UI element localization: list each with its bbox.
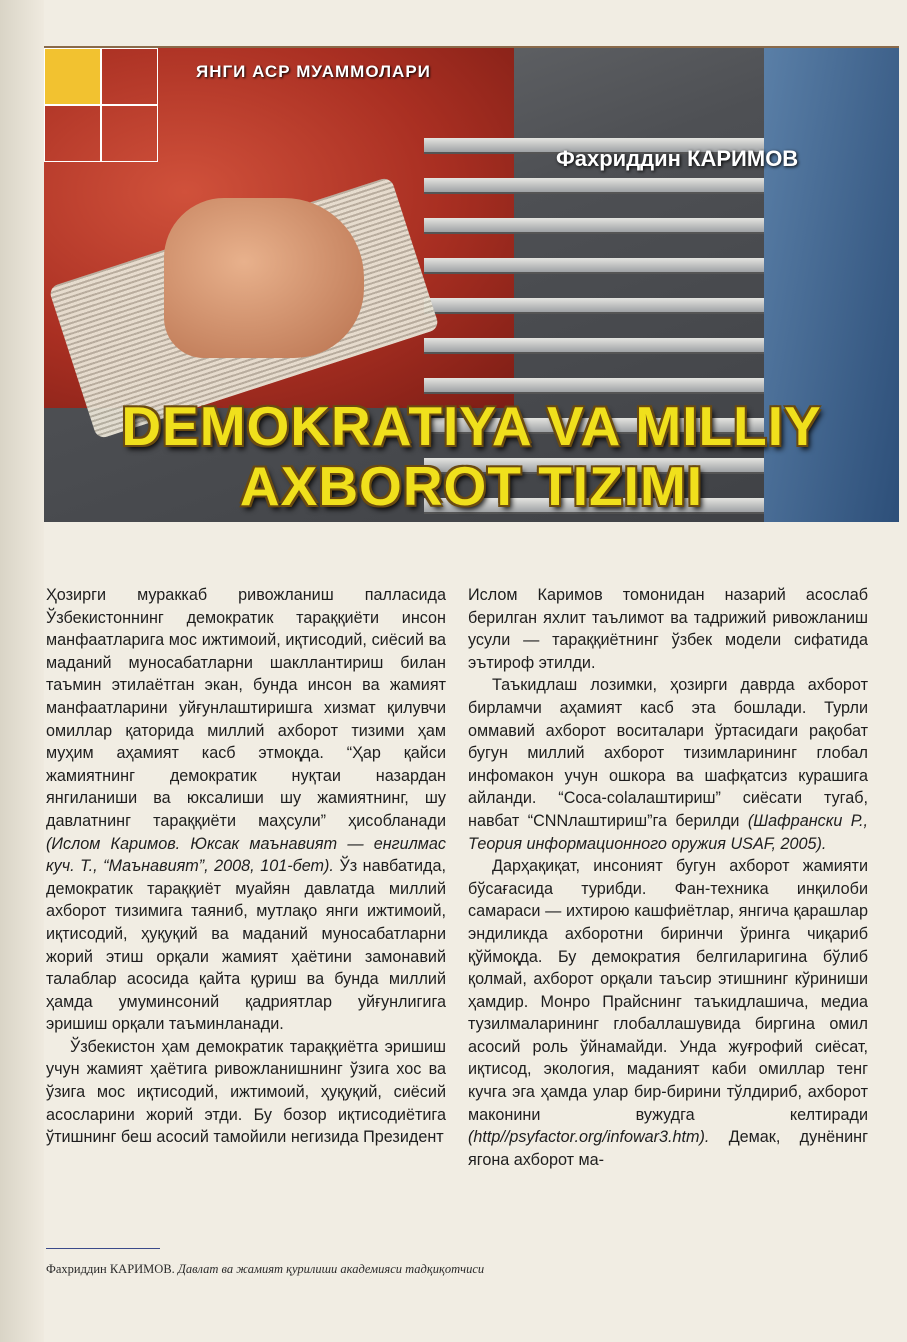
footnote xyxy=(46,1262,866,1277)
title-line-2: AXBOROT TIZIMI xyxy=(239,455,704,517)
title-line-1: DEMOKRATIYA VA MILLIY xyxy=(121,395,822,457)
article-title xyxy=(44,396,899,516)
citation: (http//psyfactor.org/infowar3.htm). xyxy=(468,1128,710,1147)
left-column xyxy=(46,584,446,1149)
footnote-rule xyxy=(46,1248,160,1249)
paragraph: Дарҳақиқат, инсоният бугун ахборот жамияти бўсағасида турибди. Фан-техника инқилоби самараси — ихтирою кашфиётлар, янгича қарашлар эндиликда ахборотни биринчи ўринга чиқариб қўймоқда. Бу демократия белгиларигина бўлиб қолмай, ахборот орқали таъсир этишнинг кўриниши ҳамдир. Монро Прайснинг таъкидлашича, медиа тузилмаларининг глобаллашувида биргина омил асосий роль ўйнамайди. Унда жуғрофий сиёсат, иқтисод, экология, маданият каби омиллар тенг кучга эга ҳамда улар бир-бирини тўлдириб, ахборот маконини вужудга келтиради (http//psyfactor.org/infowar3.htm). Демак, дунёнинг ягона ахборот ма- xyxy=(468,857,868,1169)
paragraph: Ўзбекистон ҳам демократик тараққиётга эришиш учун жамият ҳаётига ривожланишнинг ўзига хос ва ўзига мос иқтисодий, ижтимоий, ҳуқуқий, сиёсий асосларини жорий этди. Бу бозор иқтисодиётига ўтишнинг беш асосий тамойили негизида Президент xyxy=(46,1037,446,1147)
page-edge xyxy=(0,0,44,1342)
right-column xyxy=(468,584,868,1171)
footnote-affiliation: Давлат ва жамият қурилиши академияси тадқиқотчиси xyxy=(177,1262,485,1276)
paragraph: Таъкидлаш лозимки, ҳозирги даврда ахборот бирламчи аҳамият касб эта бошлади. Турли оммавий ахборот воситалари ўртасидаги рақобат бугун миллий ахборот тизимларининг глобал инфомакон учун ошкора ва шафқатсиз курашига айланди. “Coca-colaлаштириш” сиёсати тугаб, навбат “CNNлаштириш”га берилди (Шафрански Р., Теория информационного оружия USAF, 2005). xyxy=(468,676,868,853)
footnote-author: Фахриддин КАРИМОВ. xyxy=(46,1262,175,1276)
section-label: ЯНГИ АСР МУАММОЛАРИ xyxy=(196,62,431,81)
author-byline: Фахриддин КАРИМОВ xyxy=(556,146,799,171)
paragraph: Ислом Каримов томонидан назарий асослаб берилган яхлит таълимот ва тадрижий ривожланиш усули — тараққиётнинг ўзбек модели сифатида эътироф этилди. xyxy=(468,586,868,672)
citation: (Ислом Каримов. Юксак маънавият — енгилмас куч. Т., “Маънавият”, 2008, 101-бет). xyxy=(46,834,446,876)
citation: (Шафрански Р., Теория информационного оружия USAF, 2005). xyxy=(468,811,868,853)
paragraph: Ҳозирги мураккаб ривожланиш палласида Ўзбекистоннинг демократик тараққиёти инсон манфаатларига мос ижтимоий, иқтисодий, сиёсий ва маданий муносабатларни шакллантириш билан таъмин этилаётган экан, бунда инсон ва жамият манфаатларини уйғунлаштиришга хизмат қилувчи омиллар қаторида миллий ахборот тизими ҳам муҳим аҳамият касб этмоқда. “Ҳар қайси жамиятнинг демократик нуқтаи назардан янгиланиши ва юксалиши шу жамиятнинг, шу давлатнинг тараққиёти маҳсули” ҳисобланади (Ислом Каримов. Юксак маънавият — енгилмас куч. Т., “Маънавият”, 2008, 101-бет). Ўз навбатида, демократик тараққиёт муайян давлатда миллий ахборот тизимига таяниб, мутлақо янги ижтимоий, иқтисодий, ҳуқуқий ва маданий муносабатларни жорий этиш орқали жамият ҳаётини замонавий талаблар асосида қайта қуриш ва бунда миллий ҳамда умуминсоний қадриятлар уйғунлигига эришиш орқали таъминланади. xyxy=(46,586,446,1034)
fist-image xyxy=(164,198,364,358)
